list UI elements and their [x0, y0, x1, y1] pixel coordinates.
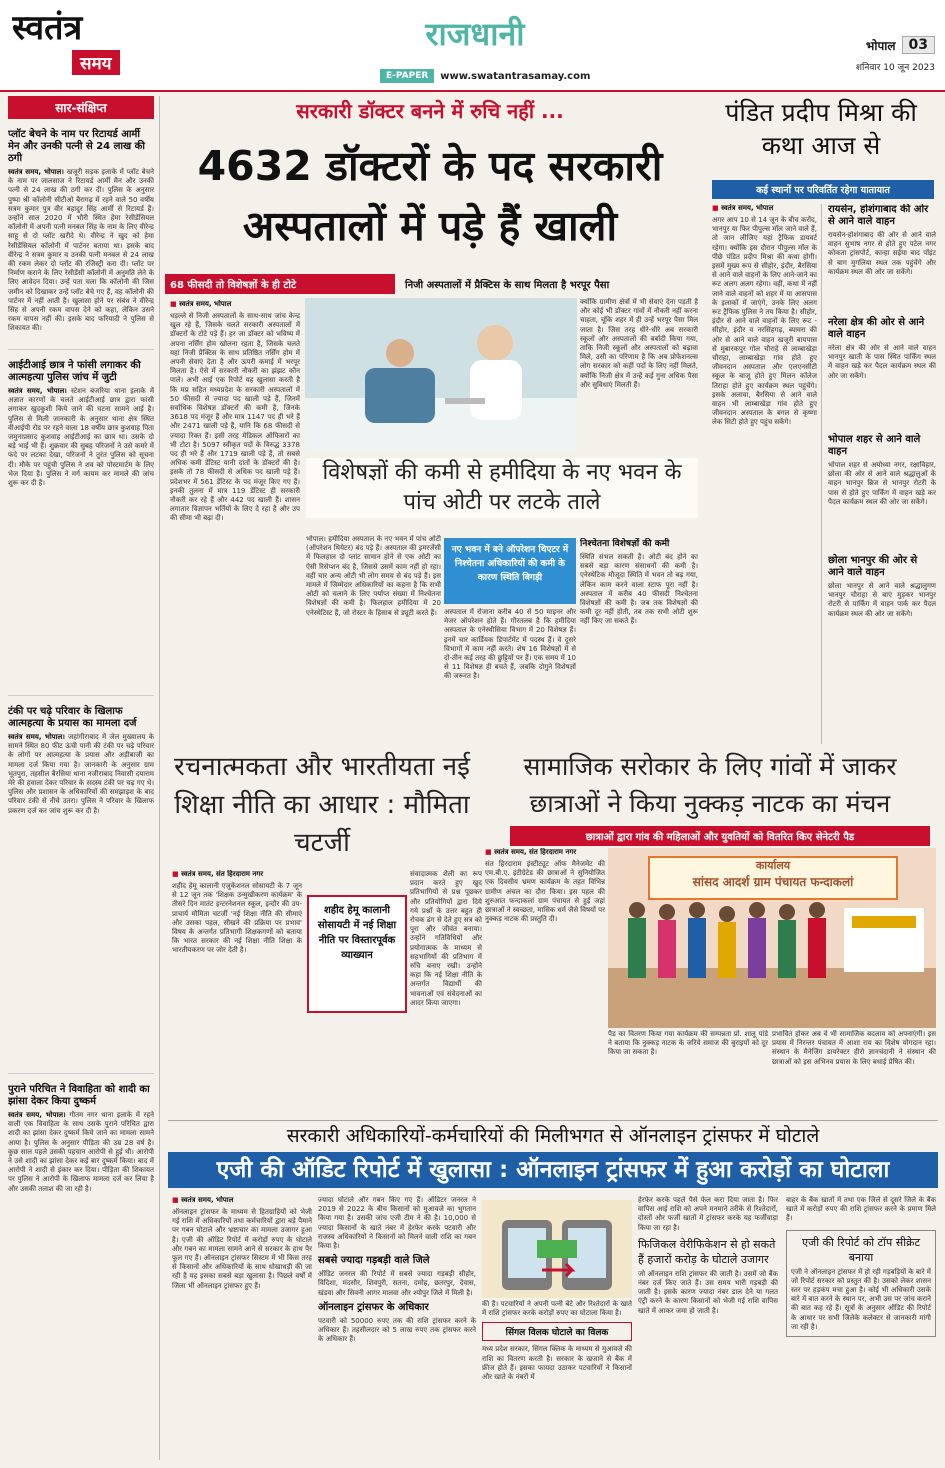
left-column-header: सार-संक्षिप्त: [8, 96, 154, 119]
hamidia-body-1: भोपाल। हमीदिया अस्पताल के नए भवन में पांच ओटी (ऑपरेशन थियेटर) बंद पड़े हैं। अस्पताल की इमरजेंसी में फिलहाल दो प्लांट सामान होने से एक ओटी का ऐसी रिसेप्शन बंद है, जिससे उसमें काम नहीं हो रहा। वहीं चार अन्य ओटी भी लोग समय से बंद पड़े हैं। इस मामले में जिम्मेदार अधिकारियों का कहना है कि सभी ओटी को चलाने के लिए पर्याप्त संख्या में निश्चेतना विशेषज्ञों की कमी है। फिलहाल हमीदिया में 20 एनेस्थेटिस्ट हैं, जो रोस्टर के हिसाब से ड्यूटी करते हैं।: [306, 535, 441, 617]
transfer-col-5: [786, 1196, 936, 1458]
hamidia-col-3: [580, 538, 698, 740]
lead-body-3: क्योंकि ग्रामीण क्षेत्रों में भी सेवाएं देना पड़ती है और कोई भी डॉक्टर गांवों में नौकरी नहीं करना चाहता, चूंकि शहर में ही उन्हें भरपूर पैसा मिल जाता है। जिस तरह धीरे-धीरे अब सरकारी स्कूलों और अस्पतालों की बर्बादी किया गया, ताकि निजी स्कूलों और अस्पतालों को बढ़ावा मिले, उसी का परिणाम है कि अब प्रोफेशनल्स लोग सरकार को कहीं पदों के लिए नहीं मिलते, क्योंकि निजी क्षेत्र में उन्हें कई गुना अधिक पैसा और सुविधाएं मिलती हैं।: [580, 298, 698, 389]
natak-photo: [608, 848, 936, 1028]
brief-body: स्टेशन बजरिया थाना इलाके में अज्ञात कारणों के चलते आईटीआई छात्र द्वारा फांसी लगाकर खुदकुशी किये जाने की घटना सामने आई है। पुलिस से मिली जानकारी के अनुसार थाना क्षेत्र स्थित वीआईपी रोड पर रहने वाला 18 वर्षीय छात्र कुशवाह पिता जमुनाप्रसाद कुशवाह आईटीआई का छात्र था। उसके दो बड़े भाई भी हैं। शुक्रवार की सुबह परिजनों ने उसे कमरे में फंदे पर लटका देखा, परिजनों ने तुरंत पुलिस को सूचना दी। मौके पर पहुंची पुलिस ने शव को पोस्टमार्टम के लिए भेज दिया है। पुलिस ने मर्ग कायम कर मामले की जांच शुरू कर दी है।: [8, 387, 154, 488]
natak-byline: ■ स्वतंत्र समय, संत हिरदाराम नगर: [485, 848, 577, 856]
left-column: [8, 96, 160, 1460]
transfer-box-body: एजी ने ऑनलाइन ट्रांसफर में हो रही गड़बड़ियों के बारे में जो रिपोर्ट सरकार को प्रस्तुत की है। उसको लेकर शासन स्तर पर हड़कंप मचा हुआ है। कोई भी अधिकारी उसके बारे में बात करने के स्थान पर, अभी उस पर जांच कराने की बात कह रहे हैं। सूत्रों के अनुसार ऑडिट की रिपोर्ट के आधार पर सभी जिलेके कलेक्टर से जानकारी मांगी जा रही है।: [791, 1267, 931, 1331]
brief-byline: स्वतंत्र समय, भोपाल।: [8, 733, 65, 741]
hamidia-subhead: निश्चेतना विशेषज्ञों की कमी: [580, 539, 670, 549]
transfer-inset-title: सिंगल विलक घोटाले का विलक: [482, 1322, 632, 1341]
natak-photo-banner: [648, 856, 898, 900]
katha-route-3-body: भोपाल शहर से अयोध्या नगर, रक्षाविहार, छोला की ओर से आने वाले श्रद्धालुओं के वाहन भानपुर ब्रिज से भानपुर रोटरी के पास से होते हुए पार्किंग में वाहन खड़े कर पैदल कार्यक्रम स्थल की ओर जा सकेंगे।: [828, 461, 936, 506]
katha-route-2-body: नरेला क्षेत्र की ओर से आने वाले वाहन भानपुर खाती के पास स्थित पार्किंग स्थल में वाहन खड़े कर पैदल कार्यक्रम स्थल की ओर जा सकेंगे।: [828, 344, 936, 380]
shiksha-body: शहीद हेमू कालानी एजुकेशनल सोसायटी के 7 जून से 12 जून तक 'शिक्षक उन्मुखीकरण कार्यक्रम' के तीसरे दिन मातंट इन्टरनेशनल स्कूल, इन्दौर की उप-प्राचार्य मौमिता चटर्जी 'नई शिक्षा नीति की सीमाएं और उसका पहल, सीखने की प्रक्रिया पर प्रभाव' विषय के अन्तर्गत प्रतिभागी शिक्षकगणों को बताया कि भारत सरकार की नई शिक्षा नीति शिक्षा के भारतीयकरण पर जोर देती है।: [172, 882, 302, 955]
page-info: [780, 36, 935, 84]
brief-title: आईटीआई छात्र ने फांसी लगाकर की आत्महत्या पुलिस जांच में जुटी: [8, 360, 141, 383]
natak-strap: छात्राओं द्वारा गांव की महिलाओं और युवतियों को वितरित किए सेनेटरी पैड: [510, 826, 930, 846]
transfer-box-title: एजी की रिपोर्ट को टॉप सीक्रेट बनाया: [801, 1235, 921, 1264]
banner-office: कार्यालय: [755, 859, 791, 872]
brief-body: खजूरी सड़क इलाके में प्लॉट बेचने के नाम पर जालसाज ने रिटायर्ड आर्मी मैन और उनकी पत्नी से 24 लाख की ठगी कर दी। पुलिस के अनुसार पुष्पा श्री कॉलोनी सीटीओ बैरागढ़ में रहने वाले 50 वर्षीय सत्रम कुमार पुत्र वीर बहादुर सिंह आर्मी से रिटायर्ड हैं। उन्होंने साल 2020 में भौरी स्थित हेमा रेसीडेंसियल कॉलोनी में अपनी पत्नी मनबल सिंह के नाम के लिए वीरेन्द्र साहू से दो प्लॉट खरीदे थे। वीरेन्द्र ने खुद को हेमा रेसीडेंसियल कॉलोनी में पार्टनर बताया था। इसके बाद वीरेन्द्र ने सत्रम कुमार व उनकी पत्नी मनबल से 24 लाख की रकम लेकर दो प्लॉट की रजिस्ट्री करा दी। प्लॉट पर निर्माण कराने के लिए रेसीडेंसी कॉलोनी में अनुमति लेने के लिए आवेदन दिया। उन्हें पता चला कि कॉलोनी की जिस जमीन को दिखाकर उन्हें प्लॉट बेचे गए हैं, वह कॉलोनी की पार्टनर में नहीं आती है। खुलासा होने पर संबंध ने वीरेन्द्र सिंह से अपनी रकम वापस देने को कहा, लेकिन उसने रकम वापस नहीं की। इसके बाद फरियादी ने पुलिस से शिकायत की।: [8, 168, 154, 333]
brief-item: [8, 1080, 154, 1450]
brief-title: पुराने परिचित ने विवाहिता को शादी का झांसा देकर किया दुष्कर्म: [8, 1084, 150, 1107]
lead-body-1: धड़ल्ले से निजी अस्पतालों के साथ-साथ जांच केन्द्र खुल रहे हैं, जिसके चलते सरकारी अस्पतालों में डॉक्टरों के टोटे पड़े हैं। हर जा डॉक्टर को भविष्य में अपना नर्सिंग होम खोलना रहता है, जिसके चलते यहां निजी प्रैक्टिस के साथ प्रतिष्ठित नर्सिंग होम में अपनी सेवाएं देता है और ऊपरी कमाई में भरपूर मिलता है। ऐसे में सरकारी नौकरी का झंझट कौन पाले। अभी आई एक रिपोर्ट यह खुलासा करती है कि मप्र सहित मध्यप्रदेश के सरकारी अस्पतालों में 50 फीसदी से ज्यादा पद खाली पड़े हैं, जिनमें सर्वाधिक विशेषज्ञ डॉक्टरों की कमी है, जिनके 3618 पद मंजूर हैं और मात्र 1147 पद ही भरे हैं और 2471 खाली पड़े हैं, यानि कि 68 फीसदी से ज्यादा रिक्त हैं। इसी तरह मेडिकल ऑफिसरों का भी टोटा है। 5097 स्वीकृत पदों के विरुद्ध 3378 पद ही भरे हैं और 1719 खाली पड़े हैं, तो सबसे अधिक कमी डेंटिस्ट यानी दांतों के डॉक्टरों की है। इसके तो 78 फीसदी से अधिक पद खाली पड़े हैं। प्रदेशभर में 561 डेंटिस्ट के पद मंजूर किए गए हैं। इनकी तुलना में मात्र 119 डेंटिस्ट ही सरकारी नौकरी कर रहे हैं और 442 पद खाली हैं। शासन लगातार विज्ञापन भर्तियों के लिए दे रहा है और उप की सीमा भी बढ़ा दी।: [170, 312, 300, 523]
katha-route-1-body: रायसेन-होशंगाबाद की ओर से आने वाले वाहन सुभाष नगर से होते हुए पटेल नगर कोकता ट्रांसपोर्ट, कान्हा सईया बाद पॉइंट से बाग मुगलिया स्थल तक पहुंचेंगे और कार्यक्रम स्थल की ओर जा सकेंगे।: [828, 231, 936, 276]
logo: [12, 8, 137, 86]
brief-title: प्लॉट बेचने के नाम पर रिटायर्ड आर्मी मेन और उनकी पत्नी से 24 लाख की ठगी: [8, 129, 145, 164]
hamidia-col-2: [444, 608, 576, 740]
hamidia-inset: नए भवन में बने ऑपरेशन थिएटर में निश्चेतना अधिकारियों की कमी के कारण स्थिति बिगड़ी: [444, 538, 576, 604]
katha-main: [712, 204, 822, 744]
shiksha-inset: शहीद हेमू कालानी सोसायटी में नई शिक्षा नीति पर विस्तारपूर्वक व्याख्यान: [307, 895, 407, 1013]
transfer-body-4: हेरफेर करके पहले पैसे फेल करा दिया जाता है। फिर वापिस आई राशि को अपने मनमाने तरीके से रिश्तेदारों, दोस्तों और फर्जी खातों में ट्रांसफर करके यह फर्जीवाड़ा किया जा रहा है।: [638, 1196, 778, 1232]
logo-bottom: समय: [72, 50, 120, 75]
katha-strap: कई स्थानों पर परिवर्तित रहेगा यातायात: [712, 180, 934, 199]
natak-body-2: पैड का वितरण किया गया कार्यक्रम की सम्पन्नता प्रो. शालू पांडे ने बताया कि नुक्कड़ नाटक के जरिये समाज की बुराइयों को दूर किया जा सकता है।: [608, 1030, 768, 1057]
transfer-subhead-3: फिजिकल वेरीफिकेशन से हो सकते हैं हजारों करोड़ के घोटाले उजागर: [638, 1237, 776, 1266]
lead-headline: 4632 डॉक्टरों के पद सरकारी अस्पतालों में पड़े हैं खाली: [197, 142, 663, 250]
shiksha-col-1: [172, 870, 302, 1115]
katha-route-4-title: छोला भानपुर की ओर से आने वाले वाहन: [828, 555, 918, 578]
shiksha-col-2: [410, 870, 482, 1115]
natak-headline: सामाजिक सरोकार के लिए गांवों में जाकर छात्राओं ने किया नुक्कड़ नाटक का मंचन: [523, 752, 897, 818]
brief-item: [8, 702, 154, 1074]
transfer-body-3b: मध्य प्रदेश सरकार, सिंगल क्लिक के माध्यम से मुआवजे की राशि का वितरण करती है। सरकार के खजाने से बैंक में फ्रीज होते हैं। इसका फायदा उठाकर पटवारियों ने किसानों और खाते के नंबरों में: [482, 1345, 632, 1382]
lead-kicker: सरकारी डॉक्टर बनने में रुचि नहीं ...: [296, 99, 564, 123]
natak-col-2: [608, 1030, 768, 1118]
lead-col-3: [580, 298, 698, 458]
katha-headline: पंडित प्रदीप मिश्रा की कथा आज से: [725, 98, 917, 160]
transfer-headline: एजी की ऑडिट रिपोर्ट में खुलासा : ऑनलाइन ट्रांसफर में हुआ करोड़ों का घोटाला: [168, 1152, 938, 1188]
transfer-body-2b: ऑडिट जनरल की रिपोर्ट में सबसे ज्यादा गड़बड़ी सीहोर, विदिशा, मंदसौर, शिवपुरी, सतना, दमोह, छतरपुर, देवास, खंडवा और सिवनी आगर मालवा और श्योपुर जिले में मिली है।: [318, 1270, 476, 1297]
brief-body: गौतम नगर थाना इलाके में रहने वाली एक विवाहिता के साथ उसके पुराने परिचित द्वारा शादी का झांसा देकर दुष्कर्म किये जाने का मामला सामने आया है। पुलिस के अनुसार पीड़िता की उम्र 28 वर्ष है। कुछ साल पहले उसकी पहचान आरोपी से हुई थी। आरोपी ने उसे शादी का झांसा देकर कई बार दुष्कर्म किया। बाद में आरोपी ने शादी से इंकार कर दिया। पीड़िता की शिकायत पर पुलिस ने आरोपी के खिलाफ मामला दर्ज कर लिया है और उसकी तलाश की जा रही है।: [8, 1111, 154, 1193]
transfer-kicker: सरकारी अधिकारियों-कर्मचारियों की मिलीभगत से ऑनलाइन ट्रांसफर में घोटाले: [168, 1120, 938, 1149]
brief-body: जहांगीराबाद में जेल मुख्यालय के सामने स्थित 80 फीट ऊंची पानी की टंकी पर चढ़े परिवार के लोगों पर आत्महत्या के प्रयास और अड़ीबाजी का मामला दर्ज किया गया है। जानकारी के अनुसार ग्राम भूतपुरा, तहसील बैरसिया थाना नजीराबाद निवासी दयाराम मेरे की हवाला देकर परिवार के सदस्य टंकी पर चढ़ गए थे। पुलिस और प्रशासन के अधिकारियों की समझाइश के बाद परिवार टंकी से नीचे उतरा। पुलिस ने परिवार के खिलाफ प्रकरण दर्ज कर जांच शुरू कर दी है।: [8, 733, 154, 815]
transfer-col-3: [482, 1300, 632, 1458]
shiksha-byline: ■ स्वतंत्र समय, संत हिरदाराम नगर: [172, 870, 264, 878]
katha-byline: ■ स्वतंत्र समय, भोपाल: [712, 204, 774, 212]
transfer-col-4: [638, 1196, 778, 1458]
transfer-body-1: ऑनलाइन ट्रांसफर के माध्यम से हितग्राहियों को भेजी गई राशि में अधिकारियों तथा कर्मचारियों द्वारा बड़े पैमाने पर गबन घोटाले और भ्रष्टाचार का मामला उजागर हुआ है। एजी की ऑडिट रिपोर्ट में करोड़ों रुपए के घोटाले और गबन का मामला सामने आने से सरकार के हाथ पैर फूल गए हैं। ऑनलाइन ट्रांसफर सिस्टम में भी किस तरह से किसानों और अधिकारियों के साथ धोखाधड़ी की जा रही है यह इसका सबसे बड़ा खुलासा है। पिछले वर्षों में जिला भी ऑनलाइन ट्रांसफर हुए हैं।: [172, 1208, 312, 1290]
brief-item: [8, 356, 154, 696]
katha-side: [828, 204, 936, 744]
katha-body: अगर आप 10 से 14 जून के बीच करोंद, भानपुर या फिर पीपुल्स मॉल जाने वाले हैं, तो जान लीजिए यहां ट्रैफिक डायवर्ट रहेगा। क्योंकि इस दौरान पीपुल्स मॉल के पीछे पंडित प्रदीप मिश्रा की कथा होगी। इसमें मुख्य रूप से सीहोर, इंदौर, बैरसिया से आने वाले वाहनों के लिए आने-जाने का रूट अलग अलग रहेगा। वहीं, कथा में नहीं जाने वाले वाहनों को शहर में या आसपास के इलाकों में जाएंगे, उनके लिए अलग रूट ट्रैफिक पुलिस ने तय किया है। सीहोर, इंदौर से आने वाले वाहनों के लिए रूट - सीहोर, इंदौर व नरसिंहगढ़, ब्यावरा की ओर से आने वाले वाहन खजूरी बायपास से मुबारकपुर गोल चौराहे से लाम्बाखेड़ा चौराहा, लाम्बाखेड़ा गांव होते हुए जीवनदान अस्पताल और एलएनसीटी स्कूल के बाजू होते हुए मिलन कॉलेज तिराहा होते हुए कार्यक्रम स्थल पहुंचेंगे। इसके अलावा, बैरसिया से आने वाले वाहन भी लाम्बाखेड़ा गांव होते हुए जीवनदान अस्पताल के बगल से कृष्णा लेक सिटी होते हुए पहुंच सकेंगे।: [712, 216, 817, 427]
section-title: राजधानी: [425, 15, 525, 53]
transfer-graphic: [482, 1200, 632, 1298]
hamidia-body-3: स्थिति संभल सकती है। ओटी बंद होने का सबसे बड़ा कारण संसाधनों की कमी है। एनेस्थेटिक मौजूदा स्थिति में भवन तो बढ़ गया, लेकिन काम करने वाला स्टाफ पूरा नहीं है। अस्पताल में करीब 40 फीसदी निश्चेतना विशेषज्ञों की कमी है। जब तक विशेषज्ञों की कमी दूर नहीं होती, तब तक सभी ओटी शुरू नहीं किए जा सकते हैं।: [580, 553, 698, 626]
natak-body: संत हिरदाराम इंस्टीट्यूट ऑफ मैनेजमेंट की एम.बी.ए. इंटीग्रेटेड की छात्राओं ने सुनियोजित एक दिवसीय भ्रमण कार्यक्रम के तहत विभिन्न ग्रामीण अंचल का दौरा किया। इस पहल की शुरुआत फन्दाकलां ग्राम पंचायत से हुई जहां छात्राओं ने स्वच्छता, मासिक धर्म जैसे विषयों पर नुक्कड़ नाटक की प्रस्तुति दी।: [485, 860, 605, 924]
hamidia-headline: विशेषज्ञों की कमी से हमीदिया के नए भवन के पांच ओटी पर लटके ताले: [306, 458, 698, 518]
epaper-bar: [380, 68, 780, 84]
brief-byline: स्वतंत्र समय, भोपाल।: [8, 168, 64, 176]
brief-item: [8, 125, 154, 350]
transfer-body-5: बाहर के बैंक खातों में तथा एक जिले से दूसरे जिले के बैंक खाते में करोड़ों रुपए की राशि ट्रांसफर करने के प्रमाण मिले हैं।: [786, 1196, 936, 1223]
brief-byline: स्वतंत्र समय, भोपाल।: [8, 387, 67, 395]
katha-route-4-body: छोला भानपुर से आने वाले श्रद्धालुगण भानपुर चौराहा से बाएं मुड़कर भानपुर रोटरी से पार्किंग में वाहन पार्क कर पैदल कार्यक्रम स्थल की ओर जा सकेंगे।: [828, 582, 936, 618]
transfer-subhead-1: सबसे ज्यादा गड़बड़ी वाले जिले: [318, 1255, 430, 1267]
transfer-body-3: की है। पटवारियों ने अपनी पत्नी बेटे और रिश्तेदारों के खाते में राशि ट्रांसफर करके करोड़ों रुपए का घोटाला किया है।: [482, 1300, 632, 1318]
brief-title: टंकी पर चढ़े परिवार के खिलाफ आत्महत्या के प्रयास का मामला दर्ज: [8, 706, 137, 729]
transfer-body-2c: पटवारी को 50000 रुपए तक की राशि ट्रांसफर करने के अधिकार हैं। तहसीलदार को 5 लाख रुपए तक ट्रांसफर करने के अधिकार हैं।: [318, 1316, 476, 1344]
site-url[interactable]: www.swatantrasamay.com: [440, 70, 591, 82]
natak-col-3: [772, 1030, 936, 1118]
brief-byline: स्वतंत्र समय, भोपाल।: [8, 1111, 66, 1119]
hamidia-body-2: अस्पताल में रोजाना करीब 40 से 50 माइनर और मेजर ऑपरेशन होते हैं। गौरतलब है कि हमीदिया अस्पताल के एनेस्थीसिया विभाग में 20 विशेषज्ञ हैं। इनमें चार कार्डियक डिपार्टमेंट में पदस्थ हैं। वे दूसरे विभागों में काम नहीं करते। शेष 16 विशेषज्ञों में से दो-तीन कई तरह की छुट्टियों पर हैं। एक समय में 10 से 11 विशेषज्ञ ही बचते हैं, जबकि दोगुने विशेषज्ञों की जरूरत है।: [444, 608, 576, 681]
transfer-col-2: [318, 1196, 476, 1458]
logo-top: स्वतंत्र: [12, 8, 83, 48]
masthead: [0, 0, 945, 92]
shiksha-headline: रचनात्मकता और भारतीयता नई शिक्षा नीति का आधार : मौमिता चटर्जी: [174, 752, 470, 858]
hamidia-col-1: [306, 535, 441, 740]
doctor-photo: [305, 298, 577, 450]
natak-col-1: [485, 848, 605, 1118]
banner-panchayat: सांसद आदर्श ग्राम पंचायत फन्दाकलां: [692, 875, 854, 889]
transfer-body-2: ज्यादा घोटाले और गबन किए गए हैं। ऑडिटर जनरल ने 2019 से 2022 के बीच किसानों को मुआवजे का भुगतान किया गया है। उसकी जांच एजी टीम ने की है। 10,000 से ज्यादा किसानों के खाते नंबर में हेरफेर करके पटवारी और राजस्व अधिकारियों ने किसानों को मिलने वाली राशि का गबन किया है।: [318, 1196, 476, 1251]
page-number: 03: [902, 36, 935, 54]
lead-byline: ■ स्वतंत्र समय, भोपाल: [170, 300, 232, 308]
lead-strap-1: 68 फीसदी तो विशेषज्ञों के ही टोटे: [165, 274, 395, 294]
transfer-box: [786, 1230, 936, 1337]
lead-col-1: [170, 300, 300, 740]
transfer-body-4b: जो ऑनलाइन राशि ट्रांसफर की जाती है। उसमें जो बैंक नंबर दर्ज किए जाते हैं। उस समय भारी गड़बड़ी की जाती है। इसके कारण ज्यादा नंबर डाल देने या गलत एंट्री करने के कारण किसानों को भेजी गई राशि वापिस खाते में आकर जमा हो जाती है।: [638, 1269, 778, 1315]
natak-body-3: प्रभावित होकर अब वे भी सामाजिक बदलाव को अपनाएंगी। इस प्रयास में निरन्तर पंचायत में आशा राय का विशेष योगदान रहा। संस्थान के मैनेजिंग डायरेक्टर हीरो ज्ञानचंदानी ने संस्थान की छात्राओं को इस अभिनव प्रयास के लिए बधाई प्रेषित की।: [772, 1030, 936, 1066]
city-name: भोपाल: [865, 38, 896, 53]
transfer-byline: ■ स्वतंत्र समय, भोपाल: [172, 1196, 234, 1204]
epaper-label: E-PAPER: [380, 69, 434, 83]
lead-strap-2: निजी अस्पतालों में प्रैक्टिस के साथ मिलता है भरपूर पैसा: [405, 280, 610, 291]
transfer-subhead-2: ऑनलाइन ट्रांसफर के अधिकार: [318, 1301, 429, 1313]
issue-date: शनिवार 10 जून 2023: [855, 63, 935, 73]
transfer-col-1: [172, 1196, 312, 1458]
katha-route-2-title: नरेला क्षेत्र की ओर से आने वाले वाहन: [828, 317, 925, 340]
money-transfer-icon: [482, 1200, 632, 1298]
shiksha-body-2: संवादात्मक शैली का रूप प्रदान करते हुए खुद प्रतिभागियों से प्रश्न पूछकर और प्रतियोगियों द्वारा दिये गये प्रश्नों के उत्तर बहुत ही रोचक ढंग से देते हुए सत्र को पूरा और जीवंत बनाया। उन्होंने गतिविधियों और प्रयोगात्मक के माध्यम से सहभागियों की प्रतिभाग में रुचि बनाए रखी। उन्होंने कहा कि नई शिक्षा नीति के अन्तर्गत विद्यार्थी की भावनाओं एवं संवेदनाओं का आदर किया जाएगा।: [410, 870, 482, 1007]
doctor-photo-illustration: [305, 298, 577, 450]
katha-route-1-title: रायसेन, होशंगाबाद की ओर से आने वाले वाहन: [828, 204, 929, 227]
katha-route-3-title: भोपाल शहर से आने वाले वाहन: [828, 434, 921, 457]
